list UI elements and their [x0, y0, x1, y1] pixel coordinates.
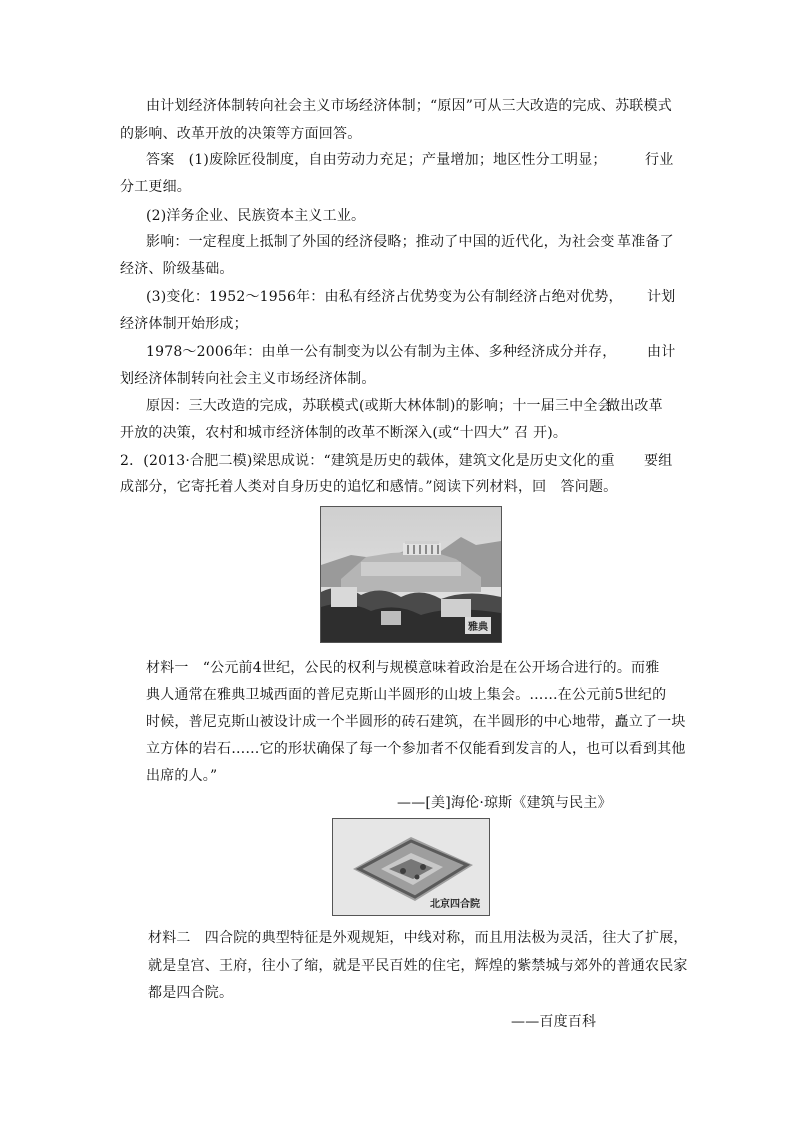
material-line: 出席的人。” [146, 768, 218, 784]
material-line: 典人通常在雅典卫城西面的普尼克斯山半圆形的山坡上集会。……在公元前5世纪的 [146, 687, 667, 703]
question-line: 2．(2013·合肥二模)梁思成说：“建筑是历史的载体，建筑文化是历史文化的重 [120, 453, 615, 469]
answer-line: 经济体制开始形成； [120, 316, 248, 332]
text-line: 的影响、改革开放的决策等方面回答。 [120, 126, 362, 142]
answer-line: 由计 [647, 344, 676, 360]
answer-line: 答案 (1)废除匠役制度，自由劳动力充足；产量增加；地区性分工明显； [146, 152, 607, 168]
answer-line: 影响：一定程度上抵制了外国的经济侵略；推动了中国的近代化，为社会变 [146, 234, 615, 250]
athens-acropolis-photo [320, 506, 502, 643]
answer-line: 做出改革 [606, 398, 663, 414]
material-line: 就是皇宫、王府，往小了缩，就是平民百姓的住宅，辉煌的紫禁城与郊外的普通农民家 [148, 958, 688, 974]
answer-line: 分工更细。 [120, 179, 191, 195]
photo-caption: 雅典 [465, 617, 491, 634]
question-line: 要组 [644, 453, 673, 469]
answer-line: 开放的决策，农村和城市经济体制的改革不断深入(或“十四大” 召 开)。 [120, 425, 568, 441]
material-line: 时候，普尼克斯山被设计成一个半圆形的砖石建筑，在半圆形的中心地带，矗立了一块 [146, 714, 686, 730]
material-source: ——百度百科 [511, 1014, 597, 1030]
material-line: 材料一 “公元前4世纪，公民的权利与规模意味着政治是在公开场合进行的。而雅 [146, 660, 660, 676]
material-line: 都是四合院。 [148, 985, 234, 1001]
material-source: ——[美]海伦·琼斯《建筑与民主》 [397, 795, 612, 811]
answer-line: 经济、阶级基础。 [120, 261, 234, 277]
material-line: 材料二 四合院的典型特征是外观规矩，中线对称，而且用法极为灵活，往大了扩展， [148, 930, 688, 946]
material-line: 立方体的岩石……它的形状确保了每一个参加者不仅能看到发言的人，也可以看到其他 [146, 741, 686, 757]
answer-line: 1978～2006年：由单一公有制变为以公有制为主体、多种经济成分并存， [146, 344, 617, 360]
photo-caption: 北京四合院 [430, 899, 480, 910]
text-line: 由计划经济体制转向社会主义市场经济体制；“原因”可从三大改造的完成、苏联模式 [146, 98, 672, 114]
answer-line: 行业 [645, 152, 674, 168]
question-line: 成部分，它寄托着人类对自身历史的追忆和感情。”阅读下列材料，回 答问题。 [120, 479, 618, 495]
answer-line: 革准备了 [617, 234, 674, 250]
answer-line: 原因：三大改造的完成，苏联模式(或斯大林体制)的影响；十一届三中全会 [146, 398, 612, 414]
answer-line: 计划 [647, 289, 676, 305]
answer-line: (2)洋务企业、民族资本主义工业。 [146, 208, 366, 224]
answer-line: (3)变化：1952～1956年：由私有经济占优势变为公有制经济占绝对优势， [146, 289, 623, 305]
answer-line: 划经济体制转向社会主义市场经济体制。 [120, 371, 376, 387]
beijing-siheyuan-photo [332, 818, 490, 916]
